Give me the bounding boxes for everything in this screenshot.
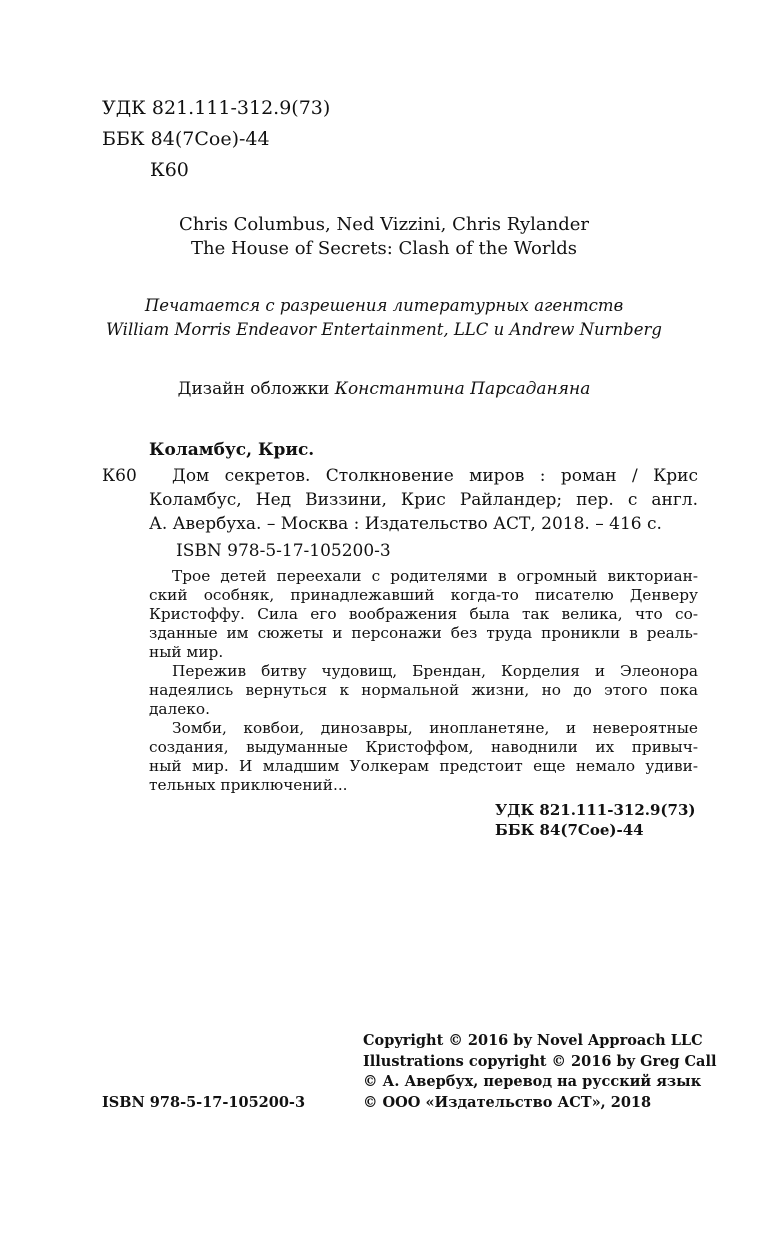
annotation-line: ный мир. И младшим Уолкерам предстоит еще немало удиви-: [149, 757, 698, 775]
copyright-line-4: © ООО «Издательство АСТ», 2018: [363, 1094, 652, 1111]
annotation-line: ский особняк, принадлежавший когда-то писателю Денверу: [149, 586, 698, 604]
cover-design-credit: [0, 379, 768, 399]
copyright-line-2: Illustrations copyright © 2016 by Greg Call: [363, 1053, 717, 1070]
biblio-line: Дом секретов. Столкновение миров : роман / Крис: [172, 466, 698, 486]
footer-udk-code: УДК 821.111-312.9(73): [495, 801, 696, 819]
original-title: The House of Secrets: Clash of the Worlds: [191, 238, 577, 259]
annotation-line: Пережив битву чудовищ, Брендан, Корделия и Элеонора: [172, 662, 698, 680]
cover-design-prefix: Дизайн обложки: [177, 379, 335, 399]
annotation-line: Кристоффу. Сила его воображения была так велика, что со-: [149, 605, 698, 623]
udk-code: УДК 821.111-312.9(73): [102, 97, 331, 119]
footer-bbk-code: ББК 84(7Сое)-44: [495, 821, 644, 839]
biblio-isbn: ISBN 978-5-17-105200-3: [176, 541, 391, 561]
annotation-line: надеялись вернуться к нормальной жизни, но до этого пока: [149, 681, 698, 699]
annotation-line: Зомби, ковбои, динозавры, инопланетяне, и невероятные: [172, 719, 698, 737]
original-authors: Chris Columbus, Ned Vizzini, Chris Rylander: [178, 214, 590, 235]
annotation-line: ный мир.: [149, 643, 224, 661]
permission-line-2: William Morris Endeavor Entertainment, LLC и Andrew Nurnberg: [106, 320, 662, 339]
annotation-line: Трое детей переехали с родителями в огромный викториан-: [172, 567, 698, 585]
biblio-author-mark: К60: [102, 466, 137, 486]
copyright-line-1: Copyright © 2016 by Novel Approach LLC: [363, 1032, 703, 1049]
bbk-code: ББК 84(7Сое)-44: [102, 128, 270, 150]
author-heading: Коламбус, Крис.: [149, 440, 315, 460]
author-mark: К60: [150, 159, 189, 181]
annotation-line: тельных приключений...: [149, 776, 348, 794]
annotation-line: далеко.: [149, 700, 210, 718]
bottom-isbn: ISBN 978-5-17-105200-3: [102, 1094, 306, 1111]
copyright-line-3: © А. Авербух, перевод на русский язык: [363, 1073, 702, 1090]
annotation-line: зданные им сюжеты и персонажи без труда проникли в реаль-: [149, 624, 698, 642]
biblio-line: А. Авербуха. – Москва : Издательство АСТ, 2018. – 416 с.: [149, 514, 662, 534]
annotation-line: создания, выдуманные Кристоффом, наводнили их привыч-: [149, 738, 698, 756]
biblio-line: Коламбус, Нед Виззини, Крис Райландер; пер. с англ.: [149, 490, 698, 510]
permission-line-1: Печатается с разрешения литературных агентств: [144, 296, 624, 315]
cover-designer-name: Константина Парсаданяна: [334, 379, 591, 399]
